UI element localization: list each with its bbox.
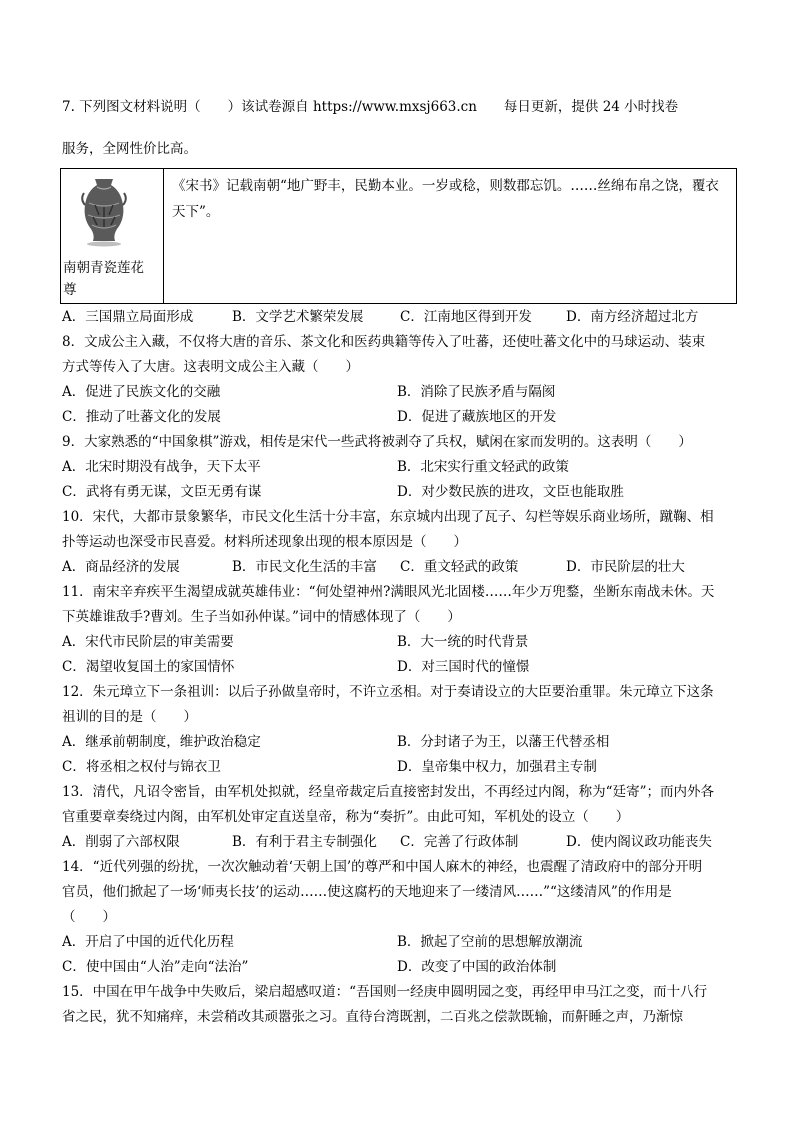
q8-stem-line1: 8．文成公主入藏，不仅将大唐的音乐、茶文化和医药典籍等传入了吐蕃，还使吐蕃文化中的马球运动、装束 bbox=[62, 334, 706, 350]
q9-option-b[interactable]: B．北宋实行重文轻武的政策 bbox=[397, 459, 569, 475]
q13-option-c[interactable]: C．完善了行政体制 bbox=[400, 834, 519, 850]
q7-stem-line2: 服务，全网性价比高。 bbox=[62, 141, 197, 157]
q10-stem-line1: 10．宋代，大都市景象繁华，市民文化生活十分丰富，东京城内出现了瓦子、勾栏等娱乐商业场所，蹴鞠、相 bbox=[62, 509, 714, 525]
q7-option-b[interactable]: B．文学艺术繁荣发展 bbox=[232, 309, 364, 325]
q13-option-b[interactable]: B．有利于君主专制强化 bbox=[232, 834, 377, 850]
q14-option-d[interactable]: D．改变了中国的政治体制 bbox=[397, 959, 557, 975]
q10-option-a[interactable]: A．商品经济的发展 bbox=[62, 559, 180, 575]
q10-option-c[interactable]: C．重文轻武的政策 bbox=[400, 559, 519, 575]
q11-stem-line2: 下英雄谁敌手?曹刘。生子当如孙仲谋。”词中的情感体现了（ ） bbox=[62, 609, 461, 625]
q15-stem-line1: 15．中国在甲午战争中失败后，梁启超感叹道：“吾国则一经庚申圆明园之变，再经甲申马江之变，而十八行 bbox=[62, 984, 708, 1000]
q12-stem-line2: 祖训的目的是（ ） bbox=[62, 709, 197, 725]
q7-option-a[interactable]: A．三国鼎立局面形成 bbox=[62, 309, 194, 325]
q10-option-d[interactable]: D．市民阶层的壮大 bbox=[566, 559, 685, 575]
q10-option-b[interactable]: B．市民文化生活的丰富 bbox=[232, 559, 377, 575]
q7-options bbox=[62, 308, 742, 326]
q9-option-c[interactable]: C．武将有勇无谋，文臣无勇有谋 bbox=[62, 484, 262, 500]
q14-stem-line3: （ ） bbox=[62, 909, 116, 925]
q14-option-a[interactable]: A．开启了中国的近代化历程 bbox=[62, 934, 234, 950]
q10-options bbox=[62, 558, 742, 576]
q13-stem-line2: 官重要章奏绕过内阁，由军机处审定直送皇帝，称为“奏折”。由此可知，军机处的设立（ ） bbox=[62, 809, 630, 825]
q8-option-d[interactable]: D．促进了藏族地区的开发 bbox=[397, 409, 557, 425]
q7-option-c[interactable]: C．江南地区得到开发 bbox=[400, 309, 532, 325]
q7-stem-line1: 7. 下列图文材料说明（ ）该试卷源自 https://www.mxsj663.cn 每日更新，提供 24 小时找卷 bbox=[62, 99, 679, 115]
q11-option-b[interactable]: B．大一统的时代背景 bbox=[397, 634, 529, 650]
q9-option-d[interactable]: D．对少数民族的进攻，文臣也能取胜 bbox=[397, 484, 624, 500]
q9-option-a[interactable]: A．北宋时期没有战争，天下太平 bbox=[62, 459, 261, 475]
q13-option-d[interactable]: D．使内阁议政功能丧失 bbox=[566, 834, 712, 850]
q11-option-d[interactable]: D．对三国时代的憧憬 bbox=[397, 659, 530, 675]
q14-stem-line1: 14．“近代列强的纷扰，一次次触动着‘天朝上国’的尊严和中国人麻木的神经，也震醒了清政府中的部分开明 bbox=[62, 859, 703, 875]
q14-option-b[interactable]: B．掀起了空前的思想解放潮流 bbox=[397, 934, 583, 950]
q12-option-d[interactable]: D．皇帝集中权力，加强君主专制 bbox=[397, 759, 597, 775]
q12-stem-line1: 12．朱元璋立下一条祖训：以后子孙做皇帝时，不许立丞相。对于奏请设立的大臣要治重罪。朱元璋立下这条 bbox=[62, 684, 714, 700]
q7-material-table bbox=[60, 168, 737, 304]
q14-stem-line2: 官员，他们掀起了一场‘师夷长技’的运动……使这腐朽的天地迎来了一缕清风……”“这缕清风”的作用是 bbox=[62, 884, 672, 900]
q11-stem-line1: 11．南宋辛弃疾平生渴望成就英雄伟业：“何处望神州?满眼风光北固楼……年少万兜鍪，坐断东南战未休。天 bbox=[62, 584, 715, 600]
q8-option-b[interactable]: B．消除了民族矛盾与隔阂 bbox=[397, 384, 556, 400]
q13-stem-line1: 13．清代，凡诏令密旨，由军机处拟就，经皇帝裁定后直接密封发出，不再经过内阁，称为“廷寄”；而内外各 bbox=[62, 784, 714, 800]
q7-image-cell bbox=[61, 169, 164, 304]
q11-option-a[interactable]: A．宋代市民阶层的审美需要 bbox=[62, 634, 234, 650]
q8-option-c[interactable]: C．推动了吐蕃文化的发展 bbox=[62, 409, 221, 425]
q14-option-c[interactable]: C．使中国由“人治”走向“法治” bbox=[62, 959, 249, 975]
q7-material-text: 《宋书》记载南朝“地广野丰，民勤本业。一岁或稔，则数郡忘饥。……丝绵布帛之饶，覆衣天下”。 bbox=[164, 169, 737, 304]
q8-option-a[interactable]: A．促进了民族文化的交融 bbox=[62, 384, 221, 400]
q12-option-b[interactable]: B．分封诸子为王，以藩王代替丞相 bbox=[397, 734, 610, 750]
q11-option-c[interactable]: C．渴望收复国土的家国情怀 bbox=[62, 659, 235, 675]
q13-option-a[interactable]: A．削弱了六部权限 bbox=[62, 834, 180, 850]
q8-stem-line2: 方式等传入了大唐。这表明文成公主入藏（ ） bbox=[62, 359, 359, 375]
celadon-lotus-vase-image bbox=[73, 175, 135, 247]
q7-image-caption: 南朝青瓷莲花尊 bbox=[63, 260, 144, 298]
q9-stem-line1: 9．大家熟悉的“中国象棋”游戏，相传是宋代一些武将被剥夺了兵权，赋闲在家而发明的。这表明（ ） bbox=[62, 434, 692, 450]
q7-option-d[interactable]: D．南方经济超过北方 bbox=[566, 309, 699, 325]
q13-options bbox=[62, 833, 742, 851]
q12-option-c[interactable]: C．将丞相之权付与锦衣卫 bbox=[62, 759, 221, 775]
q12-option-a[interactable]: A．继承前朝制度，维护政治稳定 bbox=[62, 734, 261, 750]
q10-stem-line2: 扑等运动也深受市民喜爱。材料所述现象出现的根本原因是（ ） bbox=[62, 534, 467, 550]
q15-stem-line2: 省之民，犹不知痛痒，未尝稍改其顽嚣张之习。直待台湾既割，二百兆之偿款既输，而鼾睡之声，乃渐惊 bbox=[62, 1009, 683, 1025]
